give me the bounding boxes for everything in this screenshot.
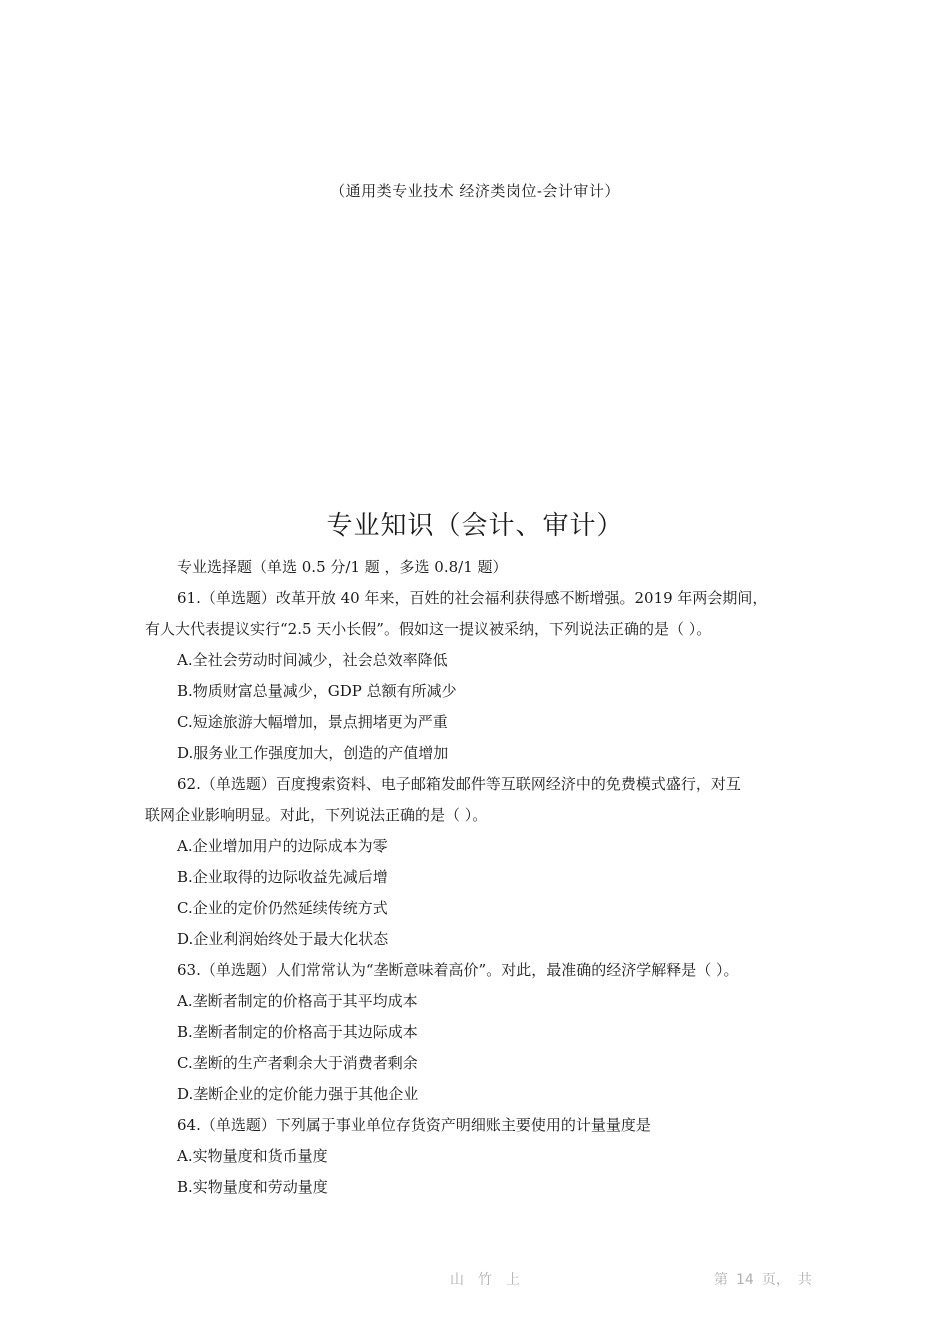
footer-watermark-text: 山竹上 xyxy=(450,1272,534,1288)
page-suffix: 页， xyxy=(761,1272,790,1288)
question-61-option-c: C.短途旅游大幅增加，景点拥堵更为严重 xyxy=(177,713,448,731)
question-63-option-a: A.垄断者制定的价格高于其平均成本 xyxy=(177,992,418,1010)
total-prefix: 共 xyxy=(797,1272,812,1288)
question-62-option-c: C.企业的定价仍然延续传统方式 xyxy=(177,899,388,917)
question-62-line1: 62.（单选题）百度搜索资料、电子邮箱发邮件等互联网经济中的免费模式盛行，对互 xyxy=(177,775,741,793)
question-section xyxy=(145,552,825,1203)
question-62-option-d: D.企业利润始终处于最大化状态 xyxy=(177,930,389,948)
page-prefix: 第 xyxy=(714,1272,728,1288)
question-61-option-a: A.全社会劳动时间减少，社会总效率降低 xyxy=(177,651,448,669)
question-61-option-b: B.物质财富总量减少，GDP 总额有所减少 xyxy=(177,682,457,700)
section-intro: 专业选择题（单选 0.5 分/1 题 ，多选 0.8/1 题） xyxy=(177,558,508,576)
question-62-line2: 联网企业影响明显。对此，下列说法正确的是（ ）。 xyxy=(145,806,488,824)
question-63-line1: 63.（单选题）人们常常认为“垄断意味着高价”。对此，最准确的经济学解释是（ ）。 xyxy=(177,961,739,979)
document-subtitle: （通用类专业技术 经济类岗位-会计审计） xyxy=(330,182,620,200)
question-61-line1: 61.（单选题）改革开放 40 年来，百姓的社会福利获得感不断增强。2019 年两会期间， xyxy=(177,589,768,607)
page-number-footer xyxy=(714,1269,820,1289)
question-62-option-b: B.企业取得的边际收益先减后增 xyxy=(177,868,388,886)
page-number: 14 xyxy=(736,1272,754,1288)
question-61-line2: 有人大代表提议实行“2.5 天小长假”。假如这一提议被采纳，下列说法正确的是（ ）。 xyxy=(145,620,712,638)
question-61-option-d: D.服务业工作强度加大，创造的产值增加 xyxy=(177,744,449,762)
question-64-option-a: A.实物量度和货币量度 xyxy=(177,1147,328,1165)
question-64-line1: 64.（单选题）下列属于事业单位存货资产明细账主要使用的计量量度是 xyxy=(177,1116,651,1134)
question-63-option-d: D.垄断企业的定价能力强于其他企业 xyxy=(177,1085,419,1103)
question-62-option-a: A.企业增加用户的边际成本为零 xyxy=(177,837,388,855)
question-63-option-b: B.垄断者制定的价格高于其边际成本 xyxy=(177,1023,418,1041)
question-64-option-b: B.实物量度和劳动量度 xyxy=(177,1178,328,1196)
page-title: 专业知识（会计、审计） xyxy=(326,511,624,541)
question-63-option-c: C.垄断的生产者剩余大于消费者剩余 xyxy=(177,1054,418,1072)
